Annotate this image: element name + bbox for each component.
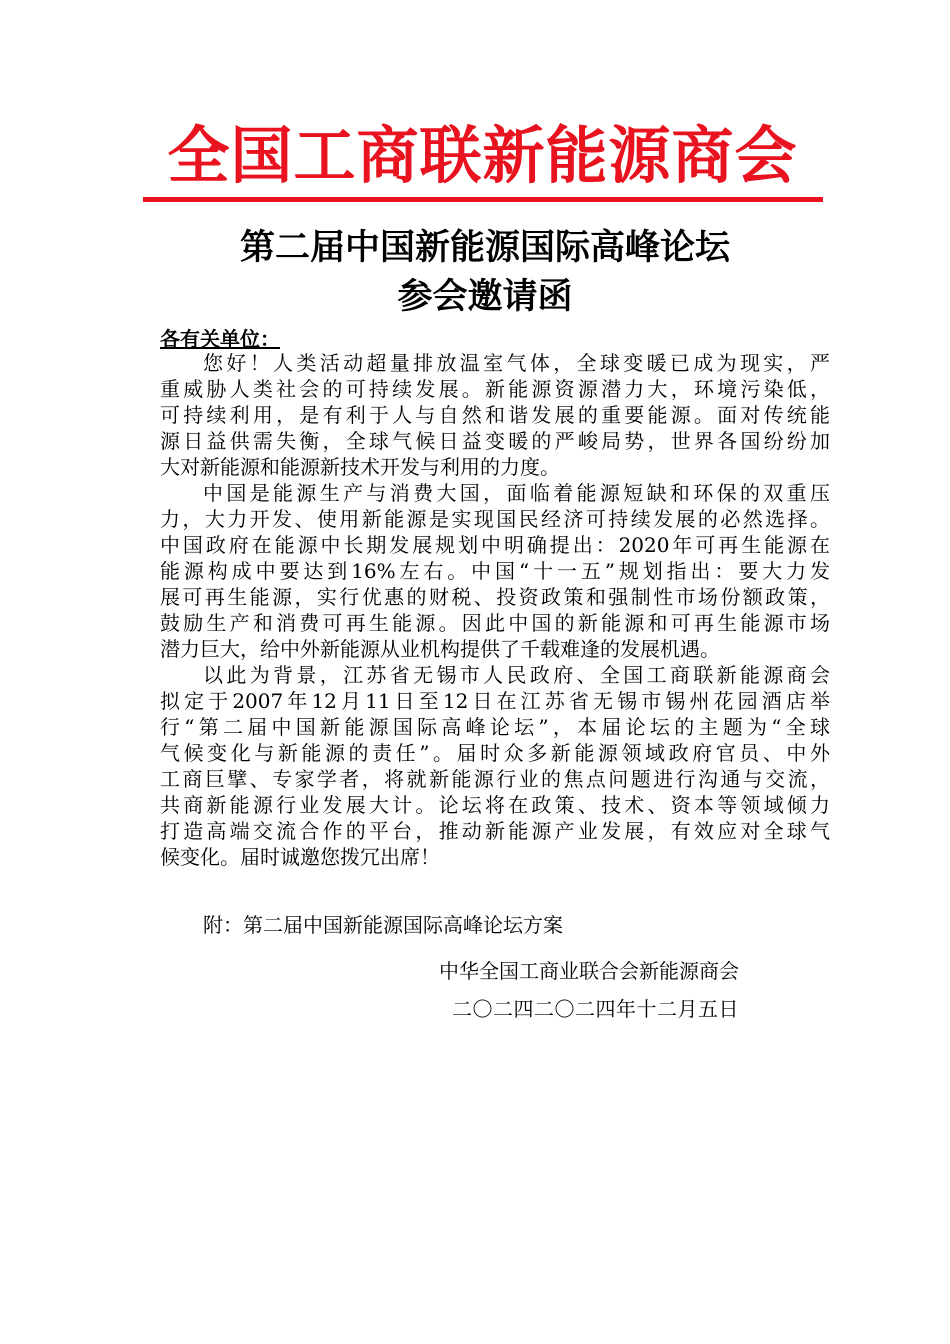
body-line: 能源构成中要达到16%左右。中国“十一五”规划指出：要大力发 [160, 559, 830, 583]
body-line: 拟定于2007年12月11日至12日在江苏省无锡市锡州花园酒店举 [160, 689, 830, 713]
letterhead-organization: 全国工商联新能源商会 [167, 119, 798, 192]
body-line: 展可再生能源，实行优惠的财税、投资政策和强制性市场份额政策， [160, 585, 830, 609]
body-line: 中国是能源生产与消费大国，面临着能源短缺和环保的双重压 [203, 481, 830, 505]
body-line: 共商新能源行业发展大计。论坛将在政策、技术、资本等领域倾力 [160, 793, 830, 817]
body-line: 潜力巨大，给中外新能源从业机构提供了千载难逢的发展机遇。 [160, 637, 720, 661]
body-line: 重威胁人类社会的可持续发展。新能源资源潜力大，环境污染低， [160, 377, 830, 401]
body-line: 鼓励生产和消费可再生能源。因此中国的新能源和可再生能源市场 [160, 611, 830, 635]
body-line: 打造高端交流合作的平台，推动新能源产业发展，有效应对全球气 [160, 819, 830, 843]
body-line: 源日益供需失衡，全球气候日益变暖的严峻局势，世界各国纷纷加 [160, 429, 830, 453]
body-line: 以此为背景，江苏省无锡市人民政府、全国工商联新能源商会 [203, 663, 830, 687]
body-line: 工商巨擘、专家学者，将就新能源行业的焦点问题进行沟通与交流， [160, 767, 830, 791]
body-line: 候变化。届时诚邀您拨冗出席！ [160, 845, 440, 869]
body-line: 大对新能源和能源新技术开发与利用的力度。 [160, 455, 560, 479]
signature-organization: 中华全国工商业联合会新能源商会 [439, 959, 739, 983]
body-line: 气候变化与新能源的责任”。届时众多新能源领域政府官员、中外 [160, 741, 830, 765]
salutation: 各有关单位： [160, 327, 280, 351]
body-line: 行“第二届中国新能源国际高峰论坛”，本届论坛的主题为“全球 [160, 715, 830, 739]
letterhead-red-rule [143, 197, 823, 202]
document-subtitle: 参会邀请函 [397, 276, 573, 317]
body-line: 您好！人类活动超量排放温室气体，全球变暖已成为现实，严 [203, 351, 830, 375]
body-line: 可持续利用，是有利于人与自然和谐发展的重要能源。面对传统能 [160, 403, 830, 427]
appendix-note: 附：第二届中国新能源国际高峰论坛方案 [203, 913, 563, 937]
document-title: 第二届中国新能源国际高峰论坛 [239, 227, 730, 268]
signature-date: 二〇二四二〇二四年十二月五日 [452, 997, 739, 1021]
body-line: 中国政府在能源中长期发展规划中明确提出：2020年可再生能源在 [160, 533, 830, 557]
body-line: 力，大力开发、使用新能源是实现国民经济可持续发展的必然选择。 [160, 507, 830, 531]
